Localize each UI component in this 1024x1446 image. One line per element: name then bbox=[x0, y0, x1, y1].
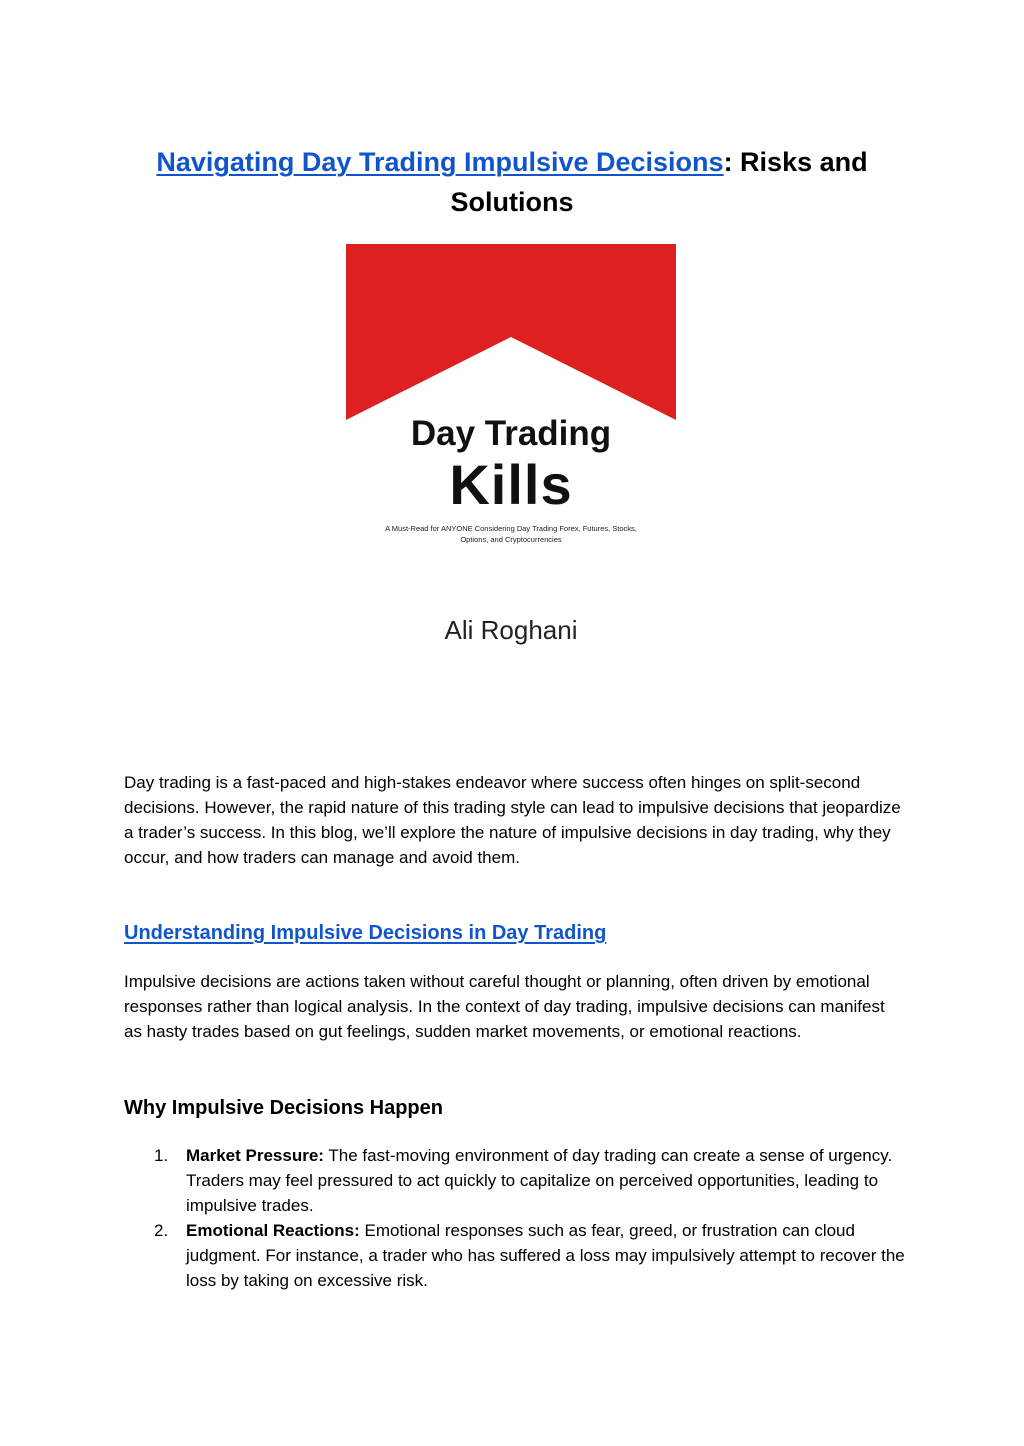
title-rest: : Risks and Solutions bbox=[450, 147, 868, 217]
section-heading-link[interactable]: Understanding Impulsive Decisions in Day Trading bbox=[124, 922, 607, 944]
reasons-list bbox=[124, 1143, 914, 1293]
cover-author: Ali Roghani bbox=[444, 615, 578, 645]
cover-title-line2: Kills bbox=[449, 453, 573, 516]
title-link[interactable]: Navigating Day Trading Impulsive Decisions bbox=[156, 147, 724, 177]
list-item-term: Emotional Reactions: bbox=[186, 1221, 360, 1240]
list-item bbox=[124, 1143, 914, 1218]
cover-chevron-graphic bbox=[346, 244, 676, 424]
section-heading-understanding bbox=[124, 919, 606, 947]
list-item-number: 2. bbox=[154, 1221, 169, 1240]
book-cover-image bbox=[346, 244, 676, 744]
cover-subtitle: A Must-Read for ANYONE Considering Day Trading Forex, Futures, Stocks, Options, and Cryptocurrencies bbox=[385, 524, 637, 544]
section-heading-why: Why Impulsive Decisions Happen bbox=[124, 1097, 443, 1119]
intro-paragraph: Day trading is a fast-paced and high-stakes endeavor where success often hinges on split-second decisions. However, the rapid nature of this trading style can lead to impulsive decisions that jeopardize a trader’s success. In this blog, we’ll explore the nature of impulsive decisions in day trading, why they occur, and how traders can manage and avoid them. bbox=[124, 773, 901, 867]
list-item-text: The fast-moving environment of day trading can create a sense of urgency. Traders may feel pressured to act quickly to capitalize on perceived opportunities, leading to impulsive trades. bbox=[186, 1146, 893, 1215]
cover-title-line1: Day Trading bbox=[410, 414, 612, 453]
list-item-term: Market Pressure: bbox=[186, 1146, 324, 1165]
list-item-text: Emotional responses such as fear, greed, or frustration can cloud judgment. For instance, a trader who has suffered a loss may impulsively attempt to recover the loss by taking on excessive risk. bbox=[186, 1221, 905, 1290]
page-title bbox=[110, 142, 914, 222]
list-item-number: 1. bbox=[154, 1146, 169, 1165]
list-item bbox=[124, 1218, 914, 1293]
understanding-paragraph: Impulsive decisions are actions taken without careful thought or planning, often driven by emotional responses rather than logical analysis. In the context of day trading, impulsive decisions can manifest as hasty trades based on gut feelings, sudden market movements, or emotional reactions. bbox=[124, 972, 885, 1041]
